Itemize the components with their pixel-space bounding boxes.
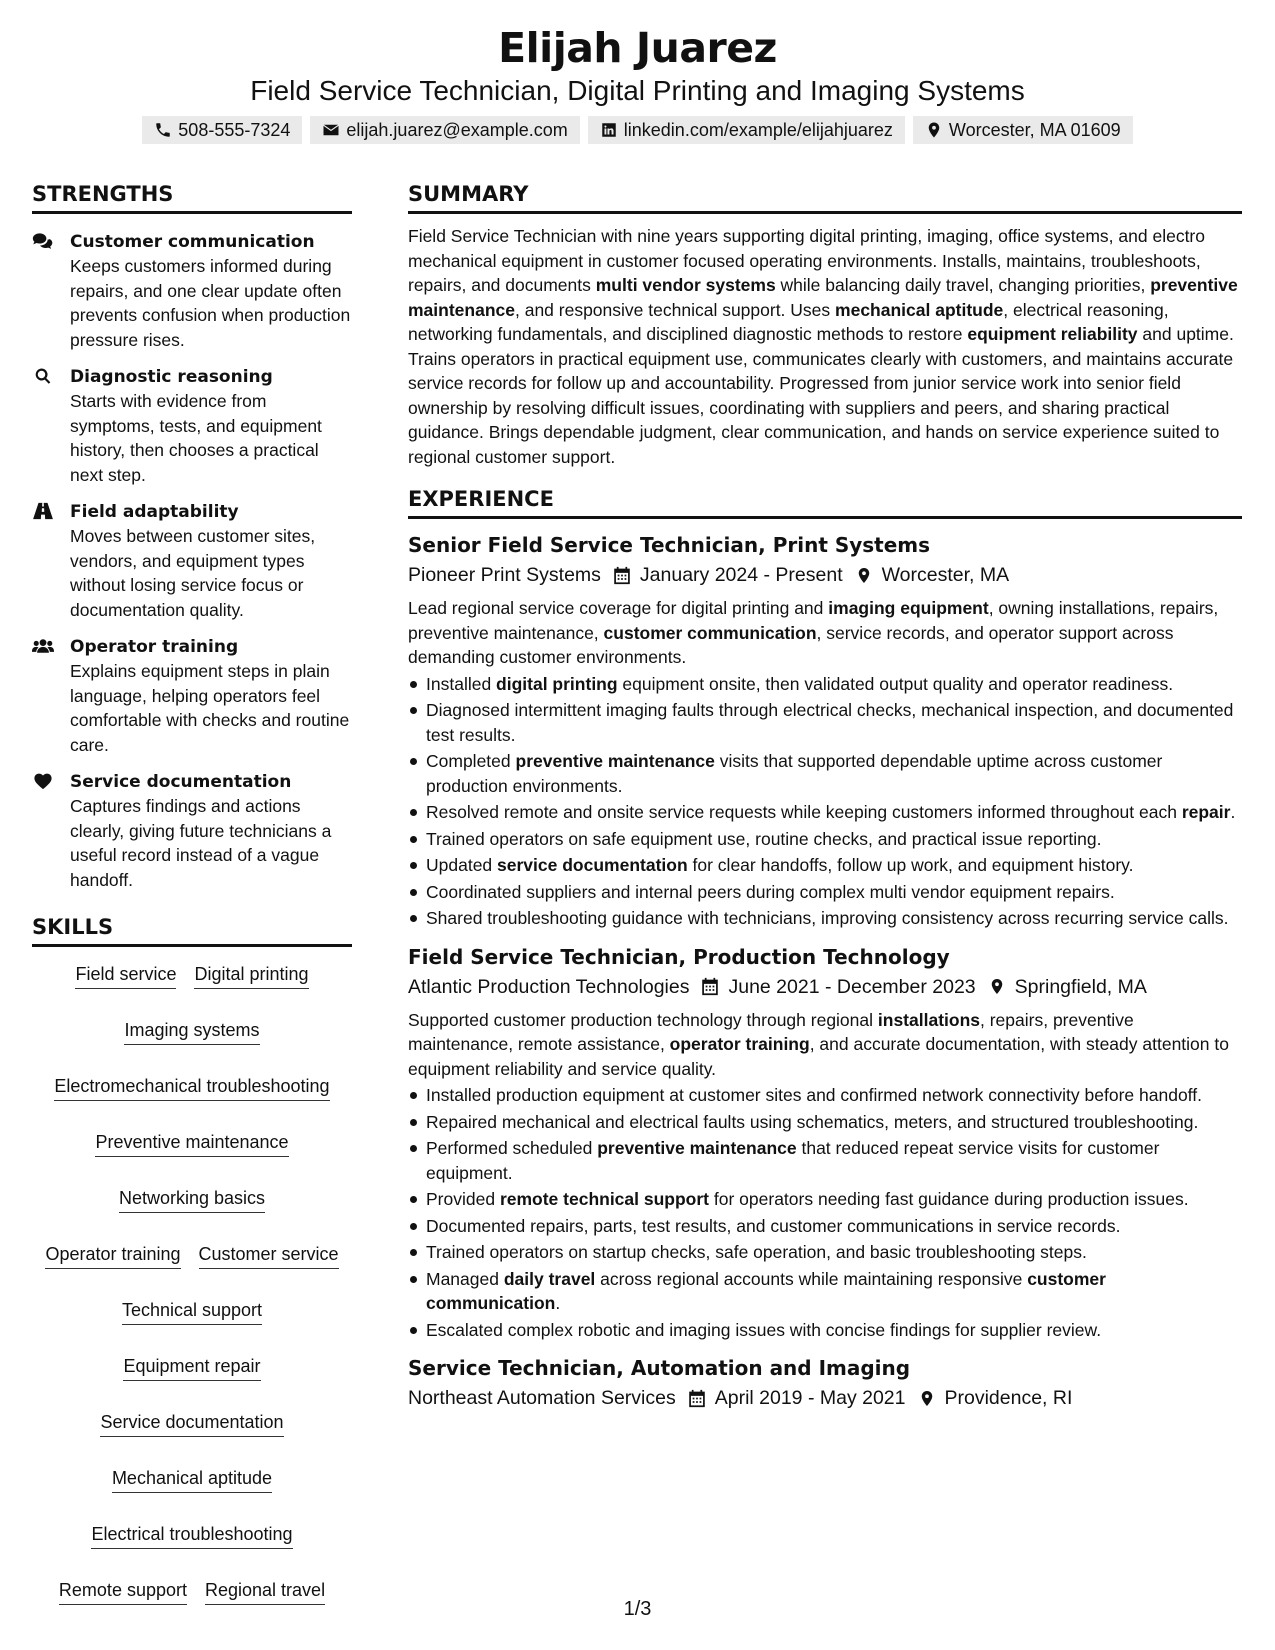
skill-tag: Mechanical aptitude	[112, 1465, 272, 1493]
job-company: Northeast Automation Services	[408, 1387, 676, 1409]
left-column	[32, 181, 352, 1605]
right-column	[408, 181, 1242, 1413]
map-marker-icon	[918, 1389, 936, 1408]
bold-keyword: preventive maintenance	[597, 1138, 797, 1158]
bullet-item: Resolved remote and onsite service requests while keeping customers informed throughout each repair.	[408, 800, 1242, 825]
job-dates: June 2021 - December 2023	[728, 975, 976, 998]
strength-desc: Keeps customers informed during repairs, and one clear update often prevents confusion when production pressure rises.	[70, 256, 351, 350]
skill-tag: Networking basics	[119, 1185, 265, 1213]
bullet-item: Updated service documentation for clear handoffs, follow up work, and equipment history.	[408, 853, 1242, 878]
job-entry	[408, 531, 1242, 931]
strength-title: Diagnostic reasoning	[70, 367, 273, 387]
skill-tag: Electrical troubleshooting	[91, 1521, 292, 1549]
resume-header	[0, 22, 1275, 144]
bold-keyword: customer communication	[603, 622, 817, 643]
job-bullets	[408, 1083, 1242, 1342]
bold-keyword: preventive maintenance	[515, 751, 715, 771]
road-icon	[32, 502, 54, 520]
bullet-item: Installed production equipment at customer sites and confirmed network connectivity before handoff.	[408, 1083, 1242, 1108]
bold-keyword: repair	[1181, 802, 1231, 822]
job-company: Atlantic Production Technologies	[408, 975, 690, 998]
strength-title: Field adaptability	[70, 502, 239, 522]
job-title: Service Technician, Automation and Imaging	[408, 1356, 911, 1380]
job-title: Senior Field Service Technician, Print Systems	[408, 533, 931, 557]
job-dates: April 2019 - May 2021	[714, 1387, 906, 1409]
skill-tag: Digital printing	[194, 961, 308, 989]
strength-item	[32, 635, 352, 757]
bullet-item: Trained operators on safe equipment use, routine checks, and practical issue reporting.	[408, 827, 1242, 852]
strength-desc: Starts with evidence from symptoms, tests, and equipment history, then chooses a practical next step.	[70, 391, 322, 485]
summary-heading: SUMMARY	[408, 181, 1242, 214]
strength-title: Service documentation	[70, 772, 292, 792]
job-title: Field Service Technician, Production Technology	[408, 944, 950, 969]
strength-title: Customer communication	[70, 232, 315, 252]
bullet-item: Trained operators on startup checks, safe operation, and basic troubleshooting steps.	[408, 1240, 1242, 1265]
bold-keyword: imaging equipment	[828, 598, 989, 618]
contact-phone[interactable]	[142, 116, 302, 144]
bullet-item: Provided remote technical support for operators needing fast guidance during production issues.	[408, 1187, 1242, 1212]
bullet-item: Installed digital printing equipment onsite, then validated output quality and operator readiness.	[408, 672, 1242, 697]
skill-tag: Operator training	[45, 1241, 180, 1269]
job-description: Lead regional service coverage for digital printing and imaging equipment, owning installations, repairs, preventive maintenance, customer communication, service records, and operator support across demanding customer environments.	[408, 598, 1219, 667]
strength-item	[32, 230, 352, 352]
heart-icon	[32, 772, 54, 790]
envelope-icon	[322, 121, 340, 139]
bullet-item: Completed preventive maintenance visits that supported dependable uptime across customer production environments.	[408, 749, 1242, 798]
strengths-list	[32, 230, 352, 892]
strength-item	[32, 770, 352, 892]
bold-keyword: daily travel	[503, 1268, 596, 1289]
skill-tag: Customer service	[199, 1241, 339, 1269]
location-text: Worcester, MA 01609	[948, 119, 1121, 140]
map-marker-icon	[988, 977, 1006, 996]
users-icon	[32, 637, 54, 655]
bullet-item: Documented repairs, parts, test results, and customer communications in service records.	[408, 1214, 1242, 1239]
strength-desc: Explains equipment steps in plain language, helping operators feel comfortable with checks and routine care.	[70, 661, 350, 755]
skills-list	[32, 961, 352, 1605]
skill-tag: Imaging systems	[124, 1017, 259, 1045]
map-marker-icon	[855, 566, 873, 585]
bold-keyword: mechanical aptitude	[835, 299, 1004, 320]
calendar-icon	[613, 566, 631, 585]
strength-title: Operator training	[70, 637, 239, 657]
bold-keyword: multi vendor systems	[595, 275, 776, 295]
bullet-item: Shared troubleshooting guidance with technicians, improving consistency across recurring service calls.	[408, 906, 1242, 931]
job-meta	[408, 1383, 1242, 1413]
bullet-item: Escalated complex robotic and imaging issues with concise findings for supplier review.	[408, 1318, 1242, 1343]
bold-keyword: preventive maintenance	[408, 275, 1238, 320]
bold-keyword: customer communication	[426, 1268, 1106, 1313]
linkedin-icon	[600, 121, 618, 139]
bullet-item: Managed daily travel across regional accounts while maintaining responsive customer communication.	[408, 1267, 1242, 1316]
bullet-item: Diagnosed intermittent imaging faults through electrical checks, mechanical inspection, and documented test results.	[408, 698, 1242, 747]
email-text: elijah.juarez@example.com	[346, 119, 568, 140]
bold-keyword: operator training	[669, 1034, 810, 1054]
bold-keyword: remote technical support	[499, 1189, 710, 1209]
calendar-icon	[701, 977, 719, 996]
candidate-name: Elijah Juarez	[498, 24, 777, 72]
comments-icon	[32, 232, 54, 250]
bold-keyword: equipment reliability	[967, 324, 1138, 344]
contact-bar	[0, 116, 1275, 144]
skill-tag: Regional travel	[205, 1577, 325, 1605]
job-location: Springfield, MA	[1014, 975, 1147, 998]
skill-tag: Service documentation	[100, 1409, 283, 1437]
contact-email[interactable]	[310, 116, 579, 144]
job-description: Supported customer production technology through regional installations, repairs, preventive maintenance, remote assistance, operator training, and accurate documentation, with steady attention to equipment reliability and service quality.	[408, 1009, 1229, 1079]
bullet-item: Repaired mechanical and electrical faults using schematics, meters, and structured troubleshooting.	[408, 1110, 1242, 1135]
bullet-item: Performed scheduled preventive maintenance that reduced repeat service visits for customer equipment.	[408, 1136, 1242, 1185]
map-marker-icon	[925, 121, 943, 139]
job-meta	[408, 560, 1242, 590]
skills-heading: SKILLS	[32, 914, 352, 947]
job-location: Worcester, MA	[881, 564, 1010, 586]
skill-tag: Field service	[75, 961, 176, 989]
job-meta	[408, 972, 1242, 1002]
strength-item	[32, 365, 352, 487]
bold-keyword: digital printing	[496, 673, 618, 694]
strength-desc: Moves between customer sites, vendors, and equipment types without losing service focus or documentation quality.	[70, 526, 316, 620]
strength-item	[32, 500, 352, 622]
experience-heading: EXPERIENCE	[408, 486, 1242, 519]
job-company: Pioneer Print Systems	[408, 564, 601, 586]
strength-desc: Captures findings and actions clearly, giving future technicians a useful record instead of a vague handoff.	[70, 796, 332, 890]
phone-icon	[154, 121, 172, 139]
phone-text: 508-555-7324	[178, 119, 291, 140]
job-bullets	[408, 672, 1242, 931]
skill-tag: Technical support	[122, 1297, 262, 1325]
candidate-title: Field Service Technician, Digital Printing and Imaging Systems	[250, 75, 1025, 106]
job-dates: January 2024 - Present	[639, 564, 843, 586]
bullet-item: Coordinated suppliers and internal peers during complex multi vendor equipment repairs.	[408, 880, 1242, 905]
job-entry	[408, 1354, 1242, 1413]
skill-tag: Preventive maintenance	[95, 1129, 288, 1157]
summary-text: Field Service Technician with nine years supporting digital printing, imaging, office systems, and electro mechanical equipment in customer focused operating environments. Installs, maintains, troubleshoots, repairs, and documents multi vendor systems while balancing daily travel, changing priorities, preventive maintenance, and responsive technical support. Uses mechanical aptitude, electrical reasoning, networking fundamentals, and disciplined diagnostic methods to restore equipment reliability and uptime. Trains operators in practical equipment use, communicates clearly with customers, and maintains accurate service records for follow up and accountability. Progressed from junior service work into senior field ownership by resolving difficult issues, coordinating with suppliers and peers, and sharing practical guidance. Brings dependable judgment, clear communication, and hands on service experience suited to regional customer support.	[408, 226, 1238, 467]
skill-tag: Remote support	[59, 1577, 187, 1605]
skill-tag: Electromechanical troubleshooting	[54, 1073, 329, 1101]
job-entry	[408, 943, 1242, 1343]
bold-keyword: installations	[877, 1009, 980, 1030]
search-icon	[32, 367, 54, 385]
skill-tag: Equipment repair	[123, 1353, 260, 1381]
contact-location	[913, 116, 1133, 144]
linkedin-text: linkedin.com/example/elijahjuarez	[623, 119, 893, 140]
calendar-icon	[688, 1389, 706, 1408]
bold-keyword: service documentation	[497, 855, 688, 875]
contact-linkedin[interactable]	[588, 116, 905, 144]
job-location: Providence, RI	[944, 1387, 1073, 1409]
strengths-heading: STRENGTHS	[32, 181, 352, 214]
page-number: 1/3	[623, 1598, 652, 1620]
